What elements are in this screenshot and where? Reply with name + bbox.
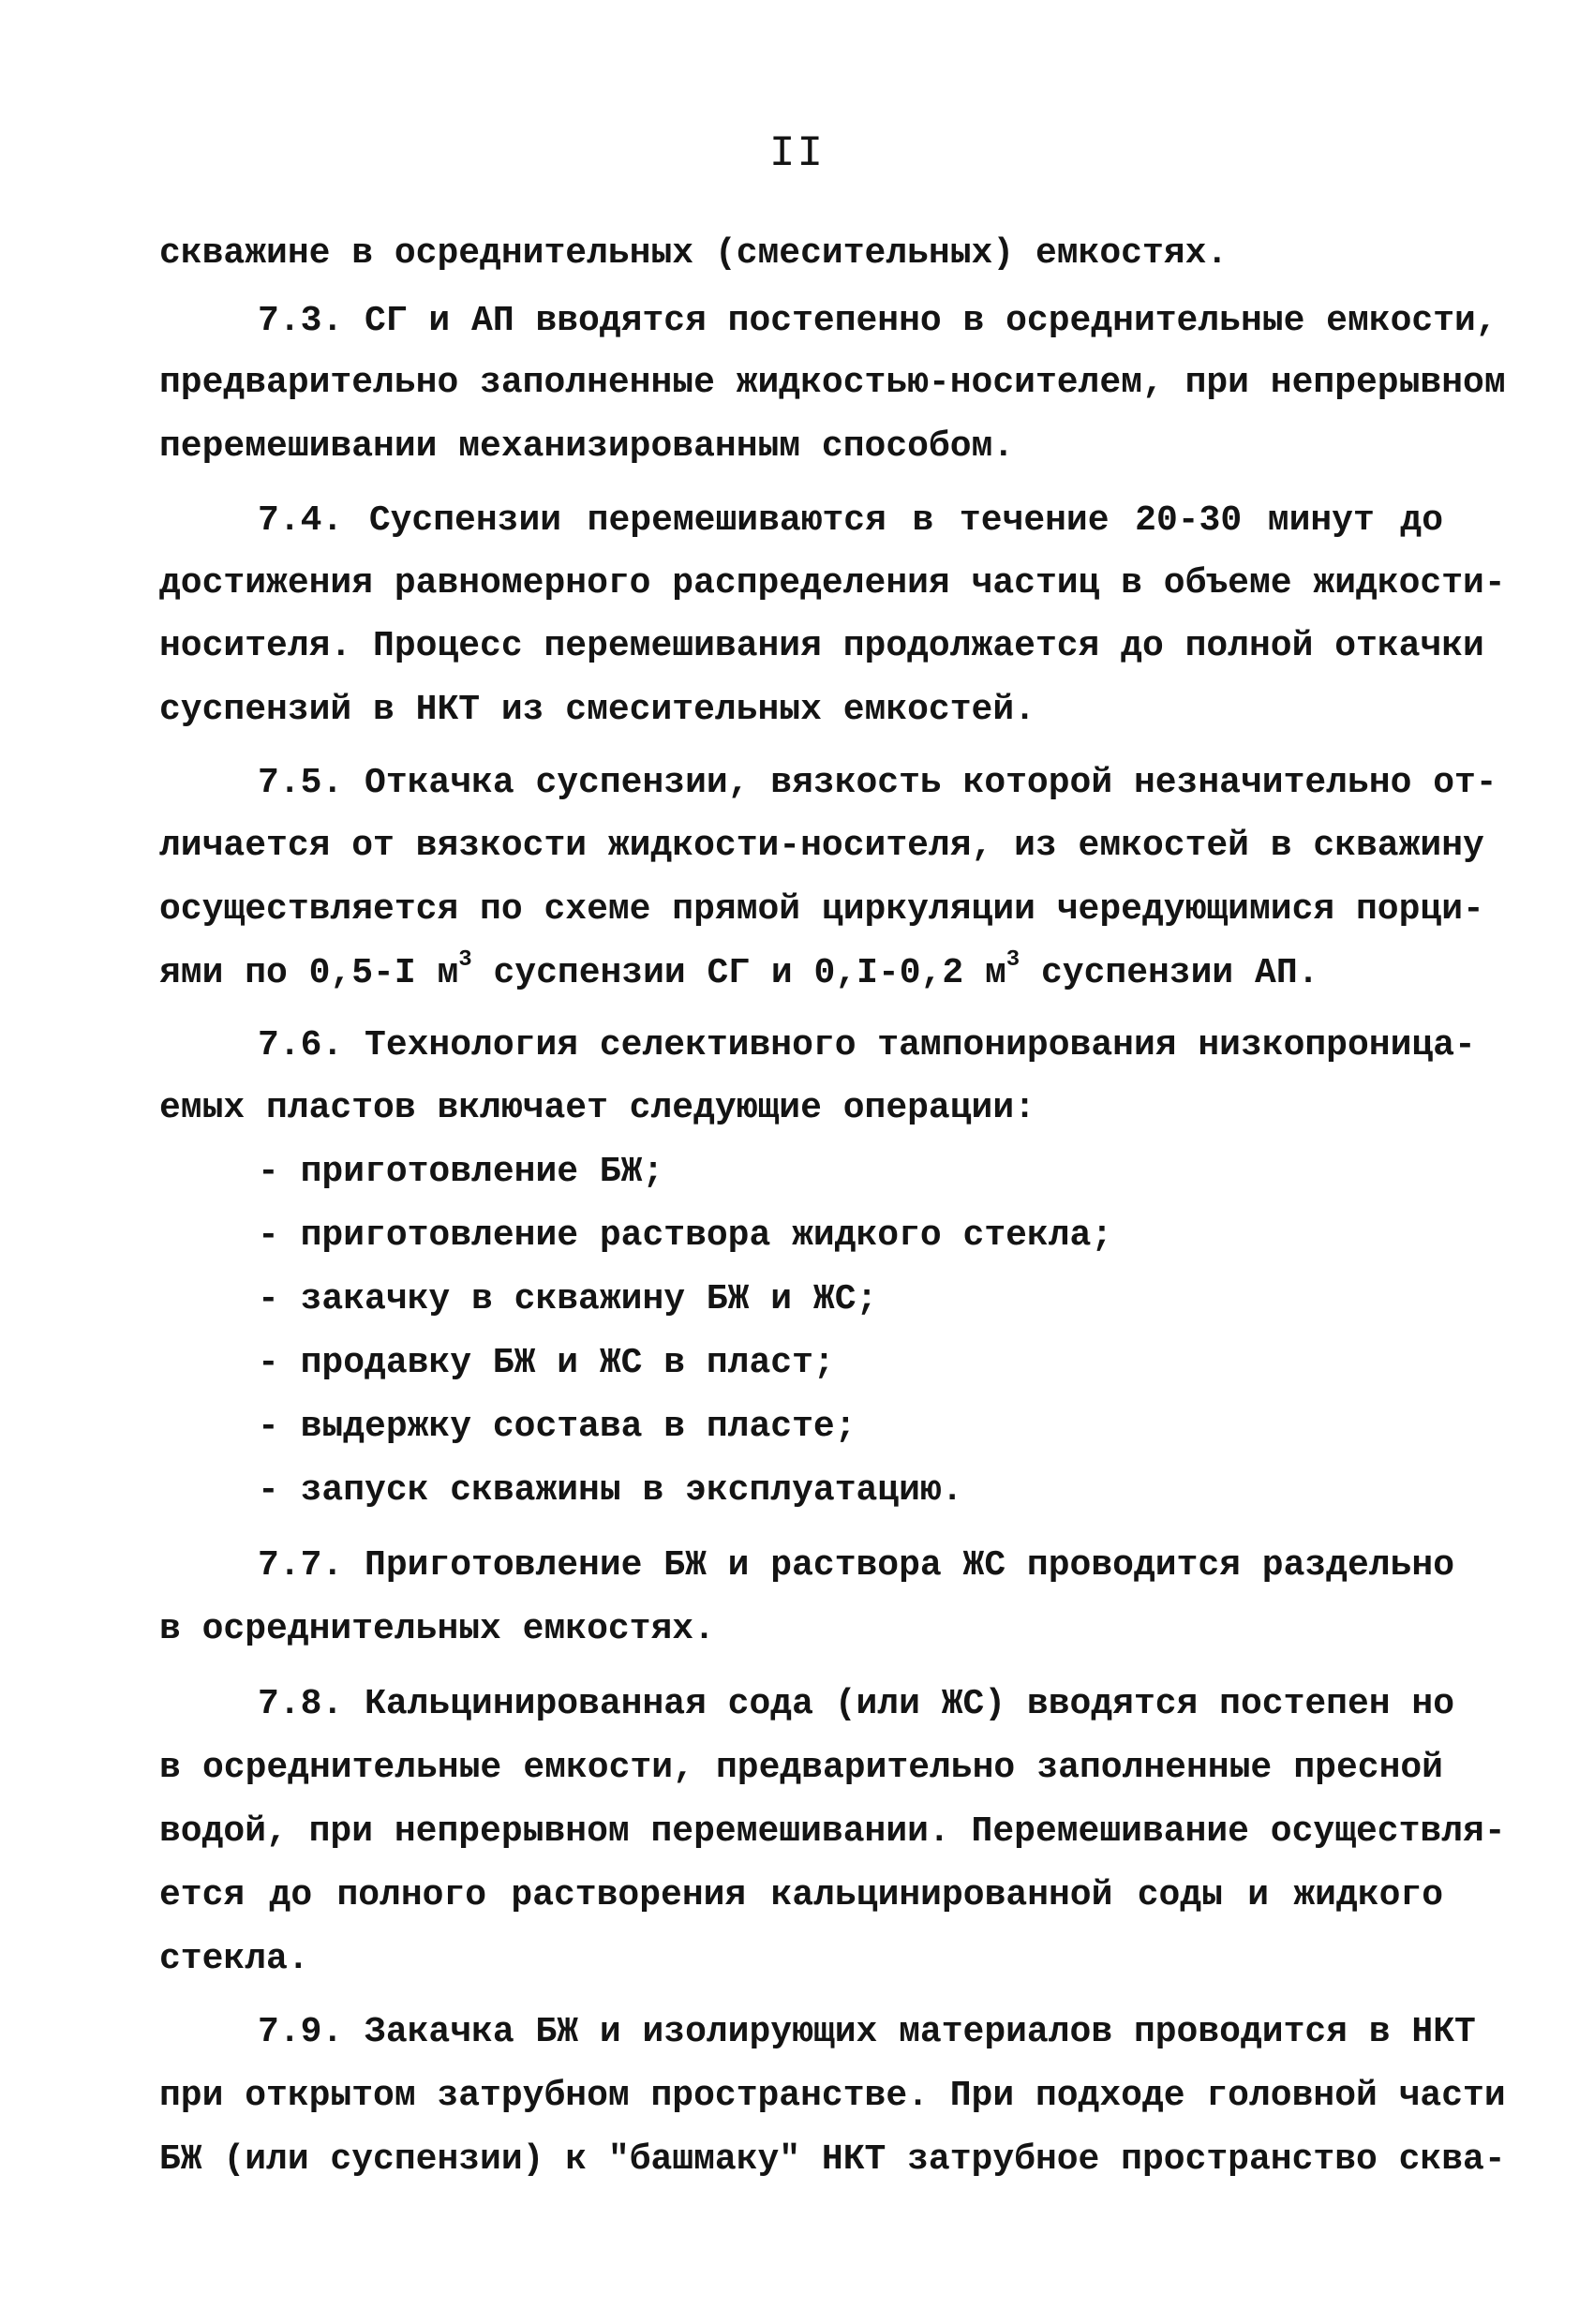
- text-line: осуществляется по схеме прямой циркуляции чередующимися порци-: [159, 889, 1484, 930]
- paragraph-7-7-start: 7.7. Приготовление БЖ и раствора ЖС проводится раздельно: [258, 1545, 1455, 1586]
- paragraph-7-4-start: 7.4. Суспензии перемешиваются в течение 20-30 минут до: [258, 500, 1443, 541]
- list-item: - продавку БЖ и ЖС в пласт;: [258, 1343, 835, 1383]
- list-item: - закачку в скважину БЖ и ЖС;: [258, 1279, 878, 1319]
- text-line: достижения равномерного распределения частиц в объеме жидкости-: [159, 563, 1506, 603]
- text-fragment: суспензии СГ и 0,I-0,2 м: [471, 953, 1006, 993]
- text-line: личается от вязкости жидкости-носителя, из емкостей в скважину: [159, 826, 1484, 866]
- superscript: 3: [458, 947, 472, 973]
- paragraph-7-8-start: 7.8. Кальцинированная сода (или ЖС) вводятся постепен но: [258, 1684, 1455, 1724]
- text-line: суспензий в НКТ из смесительных емкостей.: [159, 690, 1035, 730]
- text-line: БЖ (или суспензии) к "башмаку" НКТ затрубное пространство сква-: [159, 2139, 1506, 2180]
- text-line: перемешивании механизированным способом.: [159, 426, 1015, 467]
- text-line: стекла.: [159, 1939, 309, 1979]
- text-line: в осреднительных емкостях.: [159, 1609, 715, 1649]
- paragraph-7-9-start: 7.9. Закачка БЖ и изолирующих материалов проводится в НКТ: [258, 2012, 1476, 2052]
- list-item: - приготовление раствора жидкого стекла;: [258, 1215, 1113, 1256]
- text-line: водой, при непрерывном перемешивании. Перемешивание осуществля-: [159, 1811, 1506, 1852]
- text-line: ется до полного растворения кальцинированной соды и жидкого: [159, 1875, 1443, 1915]
- paragraph-7-6-start: 7.6. Технология селективного тампонирования низкопроница-: [258, 1025, 1476, 1065]
- text-line: скважине в осреднительных (смесительных) емкостях.: [159, 233, 1229, 274]
- superscript: 3: [1006, 947, 1020, 973]
- list-item: - выдержку состава в пласте;: [258, 1407, 857, 1447]
- text-line: емых пластов включает следующие операции:: [159, 1088, 1035, 1128]
- list-item: - запуск скважины в эксплуатацию.: [258, 1470, 963, 1511]
- text-line-with-superscripts: [159, 943, 1443, 1005]
- page-number: II: [768, 129, 826, 178]
- text-fragment: ями по 0,5-I м: [159, 953, 459, 993]
- text-line: носителя. Процесс перемешивания продолжается до полной откачки: [159, 626, 1484, 666]
- text-line: в осреднительные емкости, предварительно заполненные пресной: [159, 1748, 1443, 1788]
- paragraph-7-3-start: 7.3. СГ и АП вводятся постепенно в осреднительные емкости,: [258, 301, 1497, 341]
- text-fragment: суспензии АП.: [1020, 953, 1319, 993]
- text-line: предварительно заполненные жидкостью-носителем, при непрерывном: [159, 363, 1506, 403]
- paragraph-7-5-start: 7.5. Откачка суспензии, вязкость которой незначительно от-: [258, 763, 1497, 803]
- list-item: - приготовление БЖ;: [258, 1152, 664, 1192]
- text-line: при открытом затрубном пространстве. При подходе головной части: [159, 2076, 1506, 2116]
